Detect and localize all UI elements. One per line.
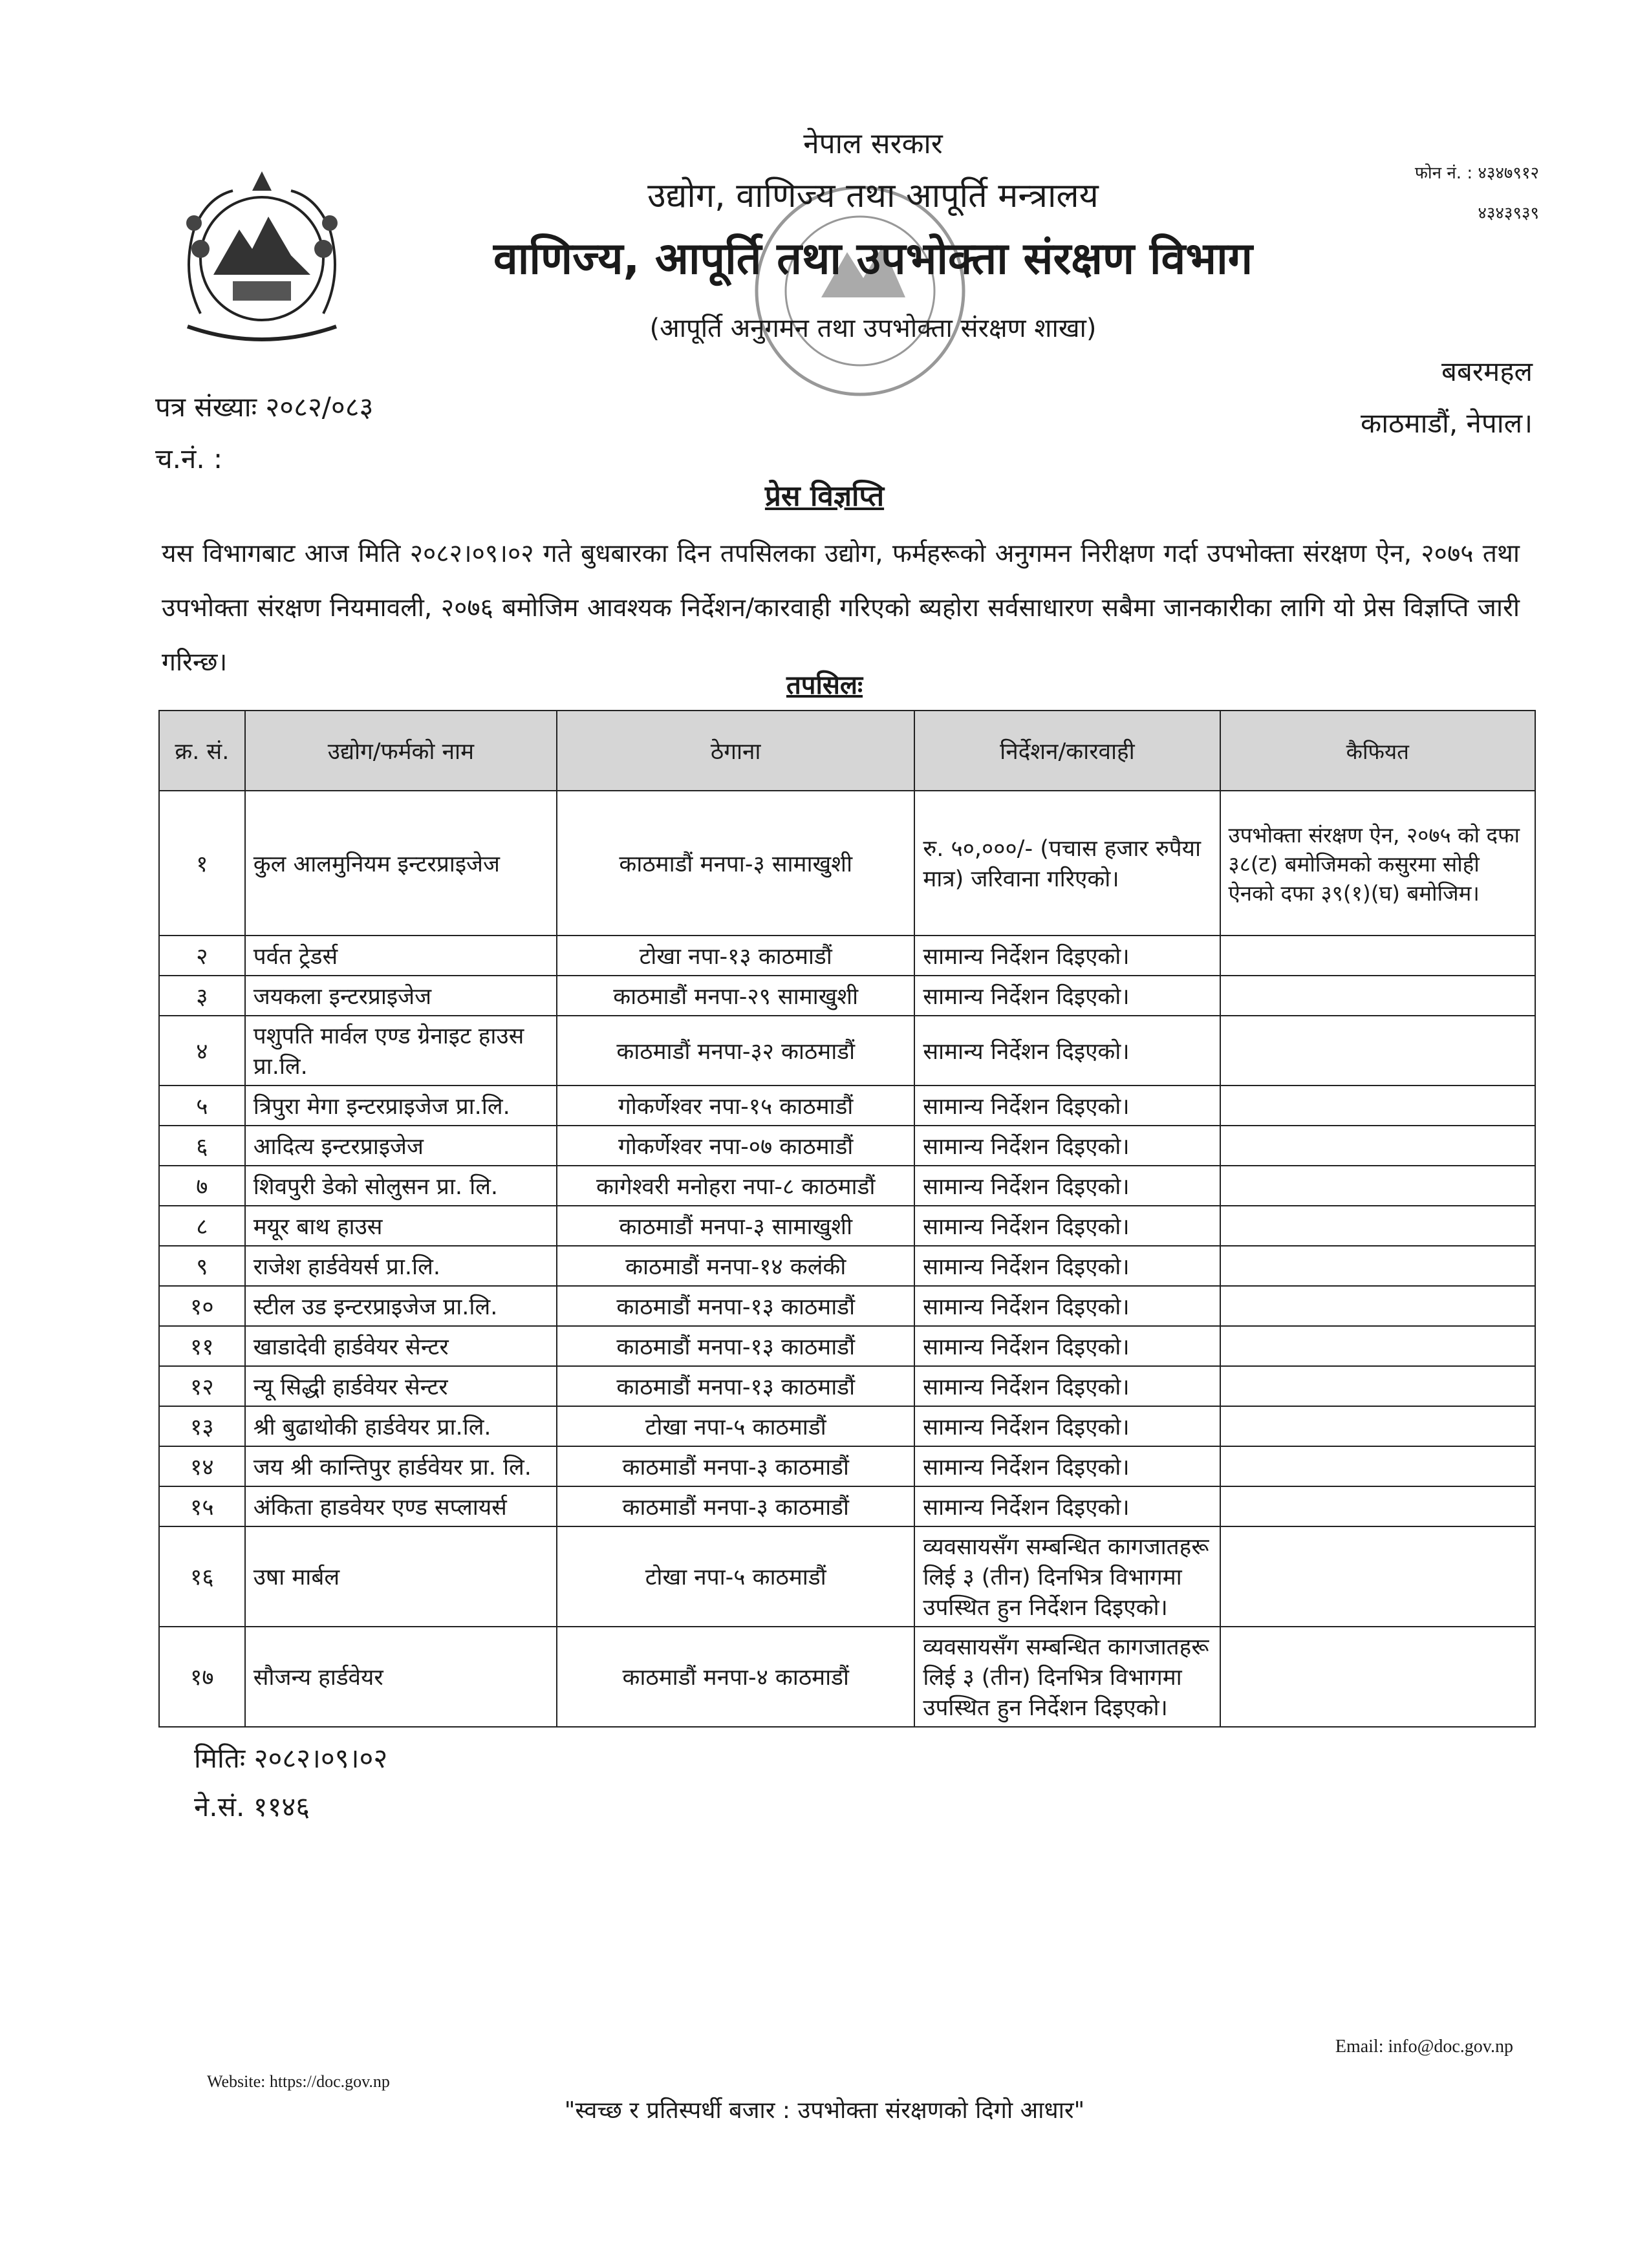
department-name: वाणिज्य, आपूर्ति तथा उपभोक्ता संरक्षण विभाग — [493, 233, 1253, 284]
cell-firm-name: पर्वत ट्रेडर्स — [245, 936, 557, 976]
cell-action: व्यवसायसँग सम्बन्धित कागजातहरू लिई ३ (तीन) दिनभित्र विभागमा उपस्थित हुन निर्देशन दिइएको। — [914, 1627, 1220, 1727]
cell-serial: ८ — [159, 1206, 245, 1246]
cell-remark — [1220, 1326, 1535, 1366]
cell-serial: २ — [159, 936, 245, 976]
cell-firm-name: शिवपुरी डेको सोलुसन प्रा. लि. — [245, 1166, 557, 1206]
cell-address: टोखा नपा-५ काठमाडौं — [557, 1406, 914, 1446]
cell-action: व्यवसायसँग सम्बन्धित कागजातहरू लिई ३ (तीन) दिनभित्र विभागमा उपस्थित हुन निर्देशन दिइएको। — [914, 1526, 1220, 1627]
cell-firm-name: आदित्य इन्टरप्राइजेज — [245, 1126, 557, 1166]
table-row — [159, 1126, 1535, 1166]
phone-number-1: फोन नं. : ४३४७९१२ — [1414, 164, 1539, 183]
inspection-table — [158, 710, 1536, 1728]
cell-action: सामान्य निर्देशन दिइएको। — [914, 1246, 1220, 1286]
cell-address: काठमाडौं मनपा-२९ सामाखुशी — [557, 976, 914, 1016]
details-heading: तपसिलः — [786, 670, 863, 700]
cell-remark — [1220, 1526, 1535, 1627]
cell-action: सामान्य निर्देशन दिइएको। — [914, 936, 1220, 976]
cell-firm-name: श्री बुढाथोकी हार्डवेयर प्रा.लि. — [245, 1406, 557, 1446]
table-row — [159, 1286, 1535, 1326]
table-row — [159, 1086, 1535, 1126]
table-header-row — [159, 711, 1535, 791]
nepal-government-emblem — [155, 152, 369, 365]
cell-firm-name: जयकला इन्टरप्राइजेज — [245, 976, 557, 1016]
cell-serial: ९ — [159, 1246, 245, 1286]
cell-serial: १ — [159, 791, 245, 936]
cell-address: काठमाडौं मनपा-१४ कलंकी — [557, 1246, 914, 1286]
cell-remark — [1220, 1286, 1535, 1326]
government-name: नेपाल सरकार — [803, 127, 943, 160]
cell-action: सामान्य निर्देशन दिइएको। — [914, 1326, 1220, 1366]
cell-action: सामान्य निर्देशन दिइएको। — [914, 1406, 1220, 1446]
branch-name: (आपूर्ति अनुगमन तथा उपभोक्ता संरक्षण शाखा) — [649, 314, 1097, 343]
cell-remark — [1220, 1406, 1535, 1446]
footer-motto: "स्वच्छ र प्रतिस्पर्धी बजार : उपभोक्ता संरक्षणको दिगो आधार" — [564, 2097, 1085, 2124]
header-firm-name: उद्योग/फर्मको नाम — [245, 711, 557, 791]
table-row — [159, 1326, 1535, 1366]
cell-action: सामान्य निर्देशन दिइएको। — [914, 976, 1220, 1016]
cell-remark — [1220, 1366, 1535, 1406]
cell-remark — [1220, 976, 1535, 1016]
cell-address: काठमाडौं मनपा-१३ काठमाडौं — [557, 1286, 914, 1326]
phone-number-2: ४३४३९३९ — [1478, 204, 1539, 223]
cell-remark — [1220, 1627, 1535, 1727]
table-row — [159, 1016, 1535, 1086]
ministry-name: उद्योग, वाणिज्य तथा आपूर्ति मन्त्रालय — [647, 177, 1099, 215]
table-row — [159, 1206, 1535, 1246]
cell-action: सामान्य निर्देशन दिइएको। — [914, 1286, 1220, 1326]
cell-firm-name: पशुपति मार्वल एण्ड ग्रेनाइट हाउस प्रा.लि. — [245, 1016, 557, 1086]
cell-remark — [1220, 1016, 1535, 1086]
cell-firm-name: मयूर बाथ हाउस — [245, 1206, 557, 1246]
nepal-sambat: ने.सं. ११४६ — [194, 1791, 310, 1823]
cell-action: सामान्य निर्देशन दिइएको। — [914, 1166, 1220, 1206]
table-row — [159, 1246, 1535, 1286]
website-link[interactable]: Website: https://doc.gov.np — [207, 2072, 390, 2091]
cell-firm-name: त्रिपुरा मेगा इन्टरप्राइजेज प्रा.लि. — [245, 1086, 557, 1126]
issue-date: मितिः २०८२।०९।०२ — [194, 1742, 388, 1774]
letter-number: पत्र संख्याः २०८२/०८३ — [155, 391, 374, 423]
cell-remark: उपभोक्ता संरक्षण ऐन, २०७५ को दफा ३८(ट) बमोजिमको कसुरमा सोही ऐनको दफा ३९(१)(घ) बमोजिम। — [1220, 791, 1535, 936]
cell-address: काठमाडौं मनपा-४ काठमाडौं — [557, 1627, 914, 1727]
cell-firm-name: उषा मार्बल — [245, 1526, 557, 1627]
cell-serial: ५ — [159, 1086, 245, 1126]
cell-serial: १३ — [159, 1406, 245, 1446]
table-row — [159, 1406, 1535, 1446]
address-line-2: काठमाडौं, नेपाल। — [1360, 407, 1533, 439]
cell-serial: ११ — [159, 1326, 245, 1366]
cell-remark — [1220, 1486, 1535, 1526]
cell-firm-name: राजेश हार्डवेयर्स प्रा.लि. — [245, 1246, 557, 1286]
cell-address: काठमाडौं मनपा-३ सामाखुशी — [557, 791, 914, 936]
cell-remark — [1220, 1086, 1535, 1126]
cell-action: सामान्य निर्देशन दिइएको। — [914, 1016, 1220, 1086]
cell-firm-name: खाडादेवी हार्डवेयर सेन्टर — [245, 1326, 557, 1366]
cell-serial: १७ — [159, 1627, 245, 1727]
table-row — [159, 1627, 1535, 1727]
cell-serial: ७ — [159, 1166, 245, 1206]
cell-serial: १० — [159, 1286, 245, 1326]
cell-remark — [1220, 1166, 1535, 1206]
cell-action: रु. ५०,०००/- (पचास हजार रुपैया मात्र) जरिवाना गरिएको। — [914, 791, 1220, 936]
cell-address: टोखा नपा-१३ काठमाडौं — [557, 936, 914, 976]
header-action: निर्देशन/कारवाही — [914, 711, 1220, 791]
cell-address: काठमाडौं मनपा-३ काठमाडौं — [557, 1446, 914, 1486]
cell-action: सामान्य निर्देशन दिइएको। — [914, 1126, 1220, 1166]
cell-action: सामान्य निर्देशन दिइएको। — [914, 1446, 1220, 1486]
cell-serial: ४ — [159, 1016, 245, 1086]
cell-address: काठमाडौं मनपा-३ काठमाडौं — [557, 1486, 914, 1526]
cell-address: काठमाडौं मनपा-१३ काठमाडौं — [557, 1326, 914, 1366]
cell-remark — [1220, 1126, 1535, 1166]
dispatch-number: च.नं. : — [155, 443, 223, 475]
table-row — [159, 936, 1535, 976]
cell-firm-name: अंकिता हाडवेयर एण्ड सप्लायर्स — [245, 1486, 557, 1526]
email-link[interactable]: Email: info@doc.gov.np — [1335, 2037, 1513, 2057]
cell-action: सामान्य निर्देशन दिइएको। — [914, 1206, 1220, 1246]
table-row — [159, 1526, 1535, 1627]
cell-serial: १५ — [159, 1486, 245, 1526]
header-address: ठेगाना — [557, 711, 914, 791]
table-row — [159, 1166, 1535, 1206]
table-row — [159, 791, 1535, 936]
cell-address: गोकर्णेश्वर नपा-१५ काठमाडौं — [557, 1086, 914, 1126]
table-row — [159, 1366, 1535, 1406]
cell-address: कागेश्वरी मनोहरा नपा-८ काठमाडौं — [557, 1166, 914, 1206]
header-serial: क्र. सं. — [159, 711, 245, 791]
cell-address: काठमाडौं मनपा-३२ काठमाडौं — [557, 1016, 914, 1086]
cell-remark — [1220, 1246, 1535, 1286]
cell-action: सामान्य निर्देशन दिइएको। — [914, 1086, 1220, 1126]
cell-serial: ६ — [159, 1126, 245, 1166]
cell-remark — [1220, 1206, 1535, 1246]
cell-firm-name: न्यू सिद्धी हार्डवेयर सेन्टर — [245, 1366, 557, 1406]
table-row — [159, 1446, 1535, 1486]
cell-firm-name: सौजन्य हार्डवेयर — [245, 1627, 557, 1727]
cell-serial: ३ — [159, 976, 245, 1016]
cell-action: सामान्य निर्देशन दिइएको। — [914, 1366, 1220, 1406]
cell-serial: १२ — [159, 1366, 245, 1406]
cell-remark — [1220, 936, 1535, 976]
press-release-title: प्रेस विज्ञप्ति — [764, 480, 885, 513]
cell-address: गोकर्णेश्वर नपा-०७ काठमाडौं — [557, 1126, 914, 1166]
cell-serial: १४ — [159, 1446, 245, 1486]
notice-body: यस विभागबाट आज मिति २०८२।०९।०२ गते बुधबारका दिन तपसिलका उद्योग, फर्महरूको अनुगमन निरीक्षण गर्दा उपभोक्ता संरक्षण ऐन, २०७५ तथा उपभोक्ता संरक्षण नियमावली, २०७६ बमोजिम आवश्यक निर्देशन/कारवाही गरिएको ब्यहोरा सर्वसाधारण सबैमा जानकारीका लागि यो प्रेस विज्ञप्ति जारी गरिन्छ। — [162, 539, 1520, 677]
cell-firm-name: जय श्री कान्तिपुर हार्डवेयर प्रा. लि. — [245, 1446, 557, 1486]
table-row — [159, 976, 1535, 1016]
cell-address: काठमाडौं मनपा-१३ काठमाडौं — [557, 1366, 914, 1406]
cell-firm-name: कुल आलमुनियम इन्टरप्राइजेज — [245, 791, 557, 936]
cell-address: टोखा नपा-५ काठमाडौं — [557, 1526, 914, 1627]
cell-firm-name: स्टील उड इन्टरप्राइजेज प्रा.लि. — [245, 1286, 557, 1326]
cell-address: काठमाडौं मनपा-३ सामाखुशी — [557, 1206, 914, 1246]
address-line-1: बबरमहल — [1441, 356, 1533, 387]
header-remarks: कैफियत — [1220, 711, 1535, 791]
table-row — [159, 1486, 1535, 1526]
cell-serial: १६ — [159, 1526, 245, 1627]
cell-remark — [1220, 1446, 1535, 1486]
cell-action: सामान्य निर्देशन दिइएको। — [914, 1486, 1220, 1526]
